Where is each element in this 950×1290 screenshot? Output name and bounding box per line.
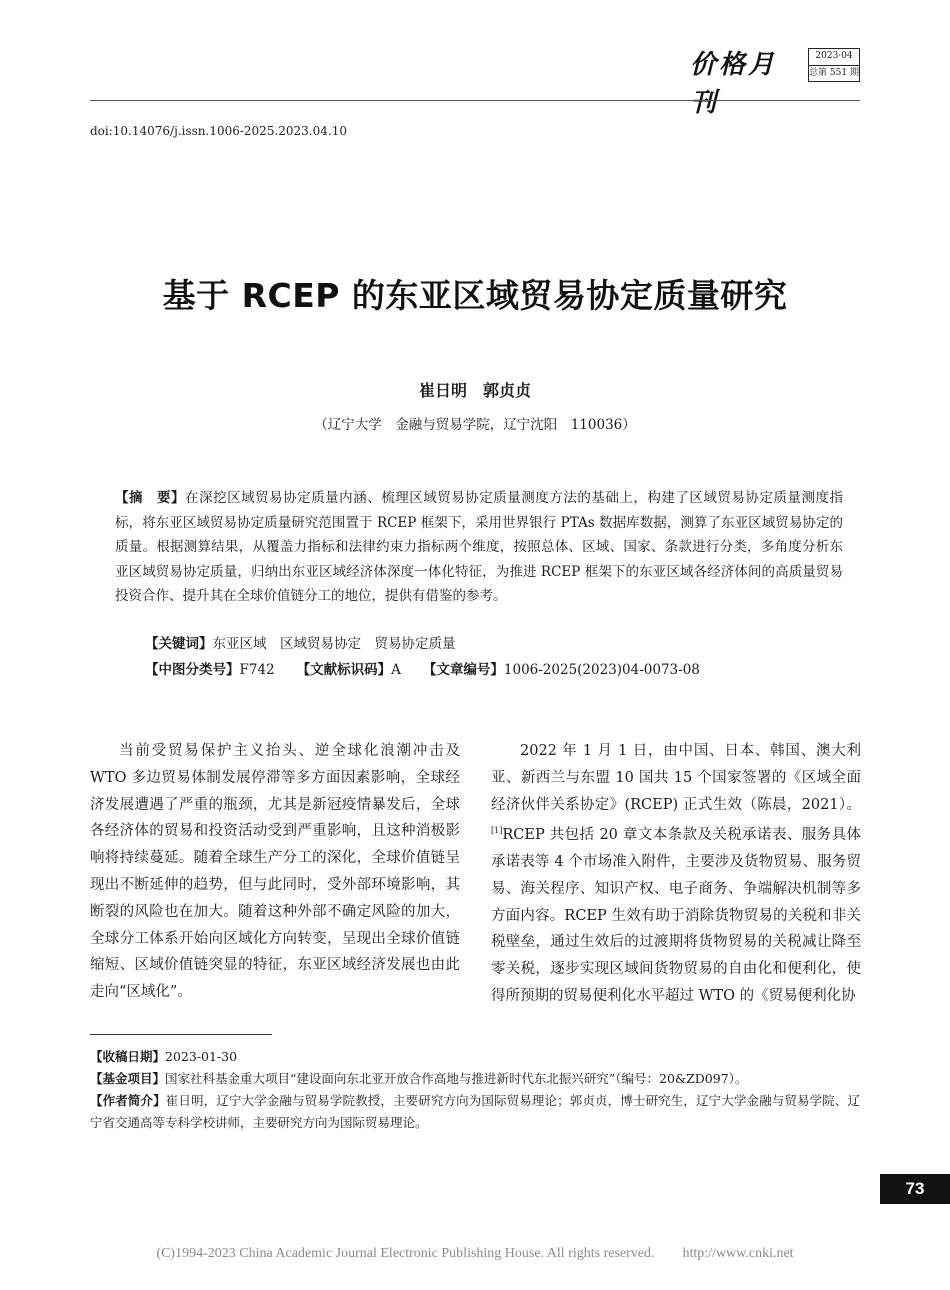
footnotes bbox=[90, 1046, 860, 1134]
keywords-text: 东亚区域 区域贸易协定 贸易协定质量 bbox=[212, 636, 456, 652]
classification-line bbox=[145, 658, 700, 678]
body-paragraph: 当前受贸易保护主义抬头、逆全球化浪潮冲击及 WTO 多边贸易体制发展停滞等多方面因素影响，全球经济发展遭遇了严重的瓶颈，尤其是新冠疫情暴发后，全球各经济体的贸易和投资活动受到严重影响，且这种消极影响将持续蔓延。随着全球生产分工的深化，全球价值链呈现出不断延伸的趋势，但与此同时，受外部环境影响，其断裂的风险也在加大。随着这种外部不确定风险的加大，全球分工体系开始向区域化方向转变，呈现出全球价值链缩短、区域价值链突显的特征，东亚区域经济发展也由此走向“区域化”。 bbox=[90, 743, 460, 1001]
footnote-rule bbox=[90, 1034, 272, 1035]
doi: doi:10.14076/j.issn.1006-2025.2023.04.10 bbox=[90, 124, 347, 138]
total-issue: 总第 551 期 bbox=[809, 65, 859, 82]
fund-value: 国家社科基金重大项目“建设面向东北亚开放合作高地与推进新时代东北振兴研究”（编号：20&ZD097）。 bbox=[165, 1071, 748, 1086]
body-paragraph bbox=[491, 738, 861, 1010]
received-date bbox=[90, 1046, 860, 1068]
keywords bbox=[145, 632, 456, 652]
doc-code-value: A bbox=[391, 662, 401, 678]
abstract-label: 【摘 要】 bbox=[115, 490, 186, 506]
clc-label: 【中图分类号】 bbox=[145, 662, 240, 678]
author-bio bbox=[90, 1090, 860, 1134]
abstract-text: 在深挖区域贸易协定质量内涵、梳理区域贸易协定质量测度方法的基础上，构建了区域贸易协定质量测度指标，将东亚区域贸易协定质量研究范围置于 RCEP 框架下，采用世界银行 PTAs 数据库数据，测算了东亚区域贸易协定的质量。根据测算结果，从覆盖力指标和法律约束力指标两个维度，按照总体、区域、国家、条款进行分类，多角度分析东亚区域贸易协定质量，归纳出东亚区域经济体深度一体化特征，为推进 RCEP 框架下的东亚区域各经济体间的高质量贸易投资合作、提升其在全球价值链分工的地位，提供有借鉴的参考。 bbox=[115, 490, 844, 604]
received-value: 2023-01-30 bbox=[165, 1049, 238, 1064]
article-no-label: 【文章编号】 bbox=[422, 662, 504, 678]
body-column-left bbox=[90, 738, 460, 1006]
body-column-right bbox=[491, 738, 861, 1010]
doc-code-label: 【文献标识码】 bbox=[296, 662, 392, 678]
citation-ref: [1] bbox=[491, 826, 503, 836]
author-bio-label: 【作者简介】 bbox=[90, 1093, 166, 1108]
header-rule bbox=[90, 100, 860, 101]
issue-number: 2023·04 bbox=[815, 51, 853, 61]
author-bio-value: 崔日明，辽宁大学金融与贸易学院教授，主要研究方向为国际贸易理论；郭贞贞，博士研究生，辽宁大学金融与贸易学院、辽宁省交通高等专科学校讲师，主要研究方向为国际贸易理论。 bbox=[90, 1093, 860, 1130]
article-no-value: 1006-2025(2023)04-0073-08 bbox=[503, 662, 700, 678]
copyright-notice: (C)1994-2023 China Academic Journal Electronic Publishing House. All rights reserved. http://www.cnki.net bbox=[156, 1246, 794, 1261]
affiliation: （辽宁大学 金融与贸易学院，辽宁沈阳 110036） bbox=[314, 417, 636, 433]
fund-label: 【基金项目】 bbox=[90, 1071, 166, 1086]
body-text: 2022 年 1 月 1 日，由中国、日本、韩国、澳大利亚、新西兰与东盟 10 国共 15 个国家签署的《区域全面经济伙伴关系协定》(RCEP) 正式生效（陈晨，2021）。 bbox=[491, 743, 861, 813]
authors: 崔日明 郭贞贞 bbox=[418, 381, 531, 400]
fund-project bbox=[90, 1068, 860, 1090]
body-text: RCEP 共包括 20 章文本条款及关税承诺表、服务具体承诺表等 4 个市场准入附件，主要涉及货物贸易、服务贸易、海关程序、知识产权、电子商务、争端解决机制等多方面内容。RCEP 生效有助于消除货物贸易的关税和非关税壁垒，通过生效后的过渡期将货物贸易的关税减让降至零关税，逐步实现区域间货物贸易的自由化和便利化，使得所预期的贸易便利化水平超过 WTO 的《贸易便利化协 bbox=[491, 827, 861, 1004]
abstract bbox=[115, 486, 843, 609]
keywords-label: 【关键词】 bbox=[145, 636, 213, 652]
paper-title: 基于 RCEP 的东亚区域贸易协定质量研究 bbox=[162, 276, 788, 315]
journal-logo: 价格月刊 bbox=[690, 50, 778, 118]
page-number: 73 bbox=[880, 1174, 950, 1204]
issue-box bbox=[808, 48, 860, 82]
received-label: 【收稿日期】 bbox=[90, 1049, 166, 1064]
clc-value: F742 bbox=[239, 662, 275, 678]
